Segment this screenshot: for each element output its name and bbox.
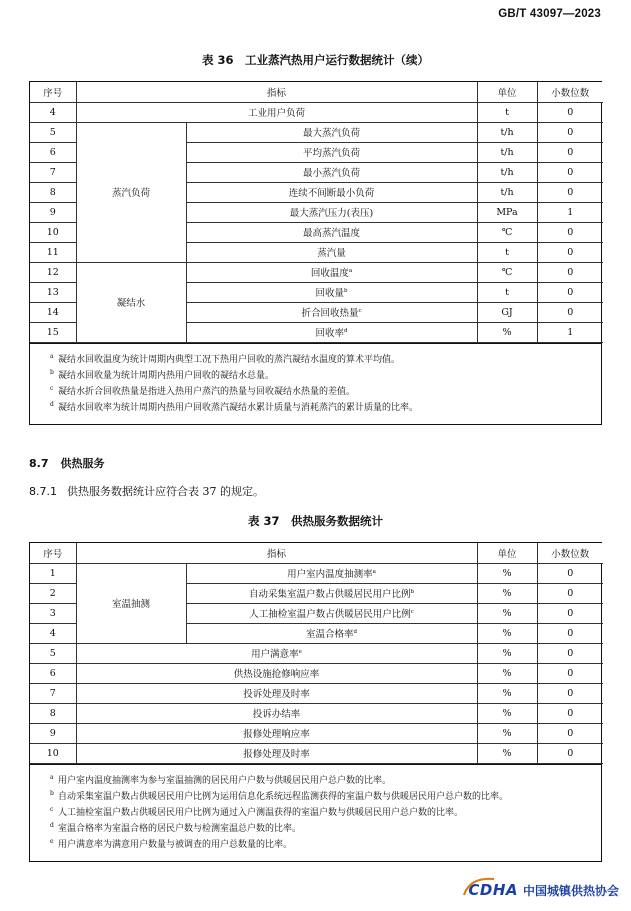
header-unit: 单位	[477, 543, 537, 563]
table-row: 4 室温合格率$^d$ % 0	[30, 623, 603, 643]
footnote: a 用户室内温度抽测率为参与室温抽测的居民用户户数与供暖居民用户总户数的比率。	[50, 773, 392, 786]
table36-caption: 表 36 工业蒸汽热用户运行数据统计（续）	[201, 53, 429, 67]
group-room-temp-sampling: 室温抽测	[76, 563, 186, 643]
table-row: 10 最高蒸汽温度 ℃ 0	[30, 222, 603, 242]
standard-number: GB/T 43097—2023	[498, 8, 601, 20]
table-header-row	[30, 82, 603, 102]
table-row: 2 自动采集室温户数占供暖居民用户比例$^b$ % 0	[30, 583, 603, 603]
table-row: 10 报修处理及时率 % 0	[30, 743, 603, 763]
table-row: 4 工业用户负荷 t 0	[30, 102, 603, 122]
cdha-logo: CDHA 中国城镇供热协会	[468, 881, 619, 899]
table-row: 1 室温抽测 用户室内温度抽测率$^a$ % 0	[30, 563, 603, 583]
section-paragraph: 8.7.1 供热服务数据统计应符合表 37 的规定。	[29, 485, 264, 498]
header-decimals: 小数位数	[537, 543, 603, 563]
table-row: 14 折合回收热量$^c$ GJ 0	[30, 302, 603, 322]
footnote: c 人工抽检室温户数占供暖居民用户比例为通过入户测温获得的室温户数与供暖居民用户总户数的比率。	[50, 805, 464, 818]
table-row: 8 连续不间断最小负荷 t/h 0	[30, 182, 603, 202]
group-steam-load: 蒸汽负荷	[76, 122, 186, 262]
section-heading: 8.7 供热服务	[29, 457, 105, 470]
table-row: 7 最小蒸汽负荷 t/h 0	[30, 162, 603, 182]
table36-notes	[30, 343, 601, 424]
logo-swoosh-icon	[460, 875, 520, 899]
header-indicator: 指标	[76, 82, 477, 102]
table-row: 5 蒸汽负荷 最大蒸汽负荷 t/h 0	[30, 122, 603, 142]
footnote: c 凝结水折合回收热量是指进入热用户蒸汽的热量与回收凝结水热量的差值。	[50, 384, 356, 397]
group-condensate: 凝结水	[76, 262, 186, 342]
table-row: 6 平均蒸汽负荷 t/h 0	[30, 142, 603, 162]
header-unit: 单位	[477, 82, 537, 102]
table-row: 15 回收率$^d$ % 1	[30, 322, 603, 342]
footnote: e 用户满意率为满意用户数量与被调查的用户总数量的比率。	[50, 837, 293, 850]
table-row: 3 人工抽检室温户数占供暖居民用户比例$^c$ % 0	[30, 603, 603, 623]
footnote: b 凝结水回收量为统计周期内热用户回收的凝结水总量。	[50, 368, 275, 381]
table-row: 9 最大蒸汽压力(表压) MPa 1	[30, 202, 603, 222]
footnote: d 凝结水回收率为统计周期内热用户回收蒸汽凝结水累计质量与消耗蒸汽的累计质量的比率。	[50, 400, 419, 413]
table37-notes	[30, 764, 601, 861]
table37	[29, 542, 602, 862]
table-row: 9 报修处理响应率 % 0	[30, 723, 603, 743]
table36	[29, 81, 602, 425]
header-indicator: 指标	[76, 543, 477, 563]
table37-caption: 表 37 供热服务数据统计	[247, 514, 383, 528]
footnote: a 凝结水回收温度为统计周期内典型工况下热用户回收的蒸汽凝结水温度的算术平均值。	[50, 352, 401, 365]
table-row: 6 供热设施抢修响应率 % 0	[30, 663, 603, 683]
header-no: 序号	[30, 82, 76, 102]
header-no: 序号	[30, 543, 76, 563]
table-row: 7 投诉处理及时率 % 0	[30, 683, 603, 703]
table-row: 5 用户满意率$^e$ % 0	[30, 643, 603, 663]
header-decimals: 小数位数	[537, 82, 603, 102]
footnote: b 自动采集室温户数占供暖居民用户比例为运用信息化系统远程监测获得的室温户数与供暖居民用户总户数的比率。	[50, 789, 509, 802]
footnote: d 室温合格率为室温合格的居民户数与检测室温总户数的比率。	[50, 821, 302, 834]
table-row: 13 回收量$^b$ t 0	[30, 282, 603, 302]
table-header-row	[30, 543, 603, 563]
table-row: 8 投诉办结率 % 0	[30, 703, 603, 723]
cdha-logo-mark: CDHA	[468, 881, 518, 899]
table-row: 11 蒸汽量 t 0	[30, 242, 603, 262]
table-row: 12 凝结水 回收温度$^a$ ℃ 0	[30, 262, 603, 282]
